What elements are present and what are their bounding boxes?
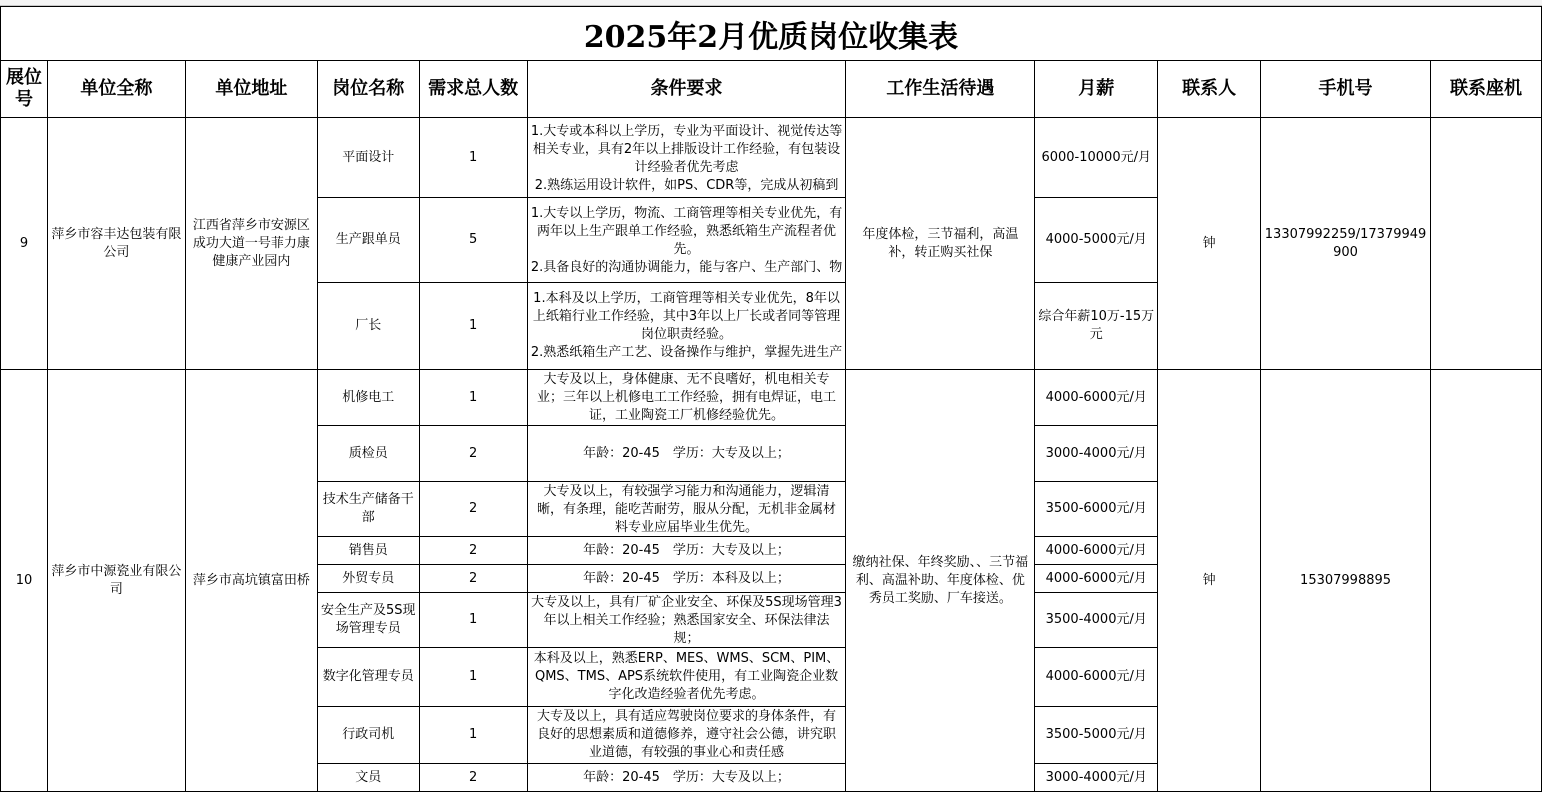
- contact-cell: 钟: [1158, 118, 1261, 370]
- salary-cell: 6000-10000元/月: [1035, 118, 1158, 198]
- phone-cell: 15307998895: [1261, 370, 1431, 792]
- requirements-text: 大专及以上，有较强学习能力和沟通能力，逻辑清晰，有条理，能吃苦耐劳，服从分配，无机非金属材料专业应届毕业生优先。: [537, 484, 837, 535]
- company-name-cell: 萍乡市容丰达包装有限公司: [47, 118, 185, 370]
- count-cell: 2: [419, 565, 527, 593]
- position-cell: 销售员: [317, 537, 419, 565]
- requirements-cell: 年龄：20-45 学历：大专及以上；: [527, 537, 846, 565]
- header-salary: 月薪: [1035, 61, 1158, 118]
- count-cell: 2: [419, 482, 527, 537]
- requirements-cell: [527, 593, 846, 648]
- requirements-cell: [527, 198, 846, 283]
- requirements-text: 大专及以上，具有厂矿企业安全、环保及5S现场管理3年以上相关工作经验；熟悉国家安全、环保法律法规；: [531, 594, 842, 646]
- count-cell: 2: [419, 764, 527, 792]
- salary-cell: 3500-5000元/月: [1035, 707, 1158, 764]
- position-cell: 外贸专员: [317, 565, 419, 593]
- requirements-text: 本科及以上，熟悉ERP、MES、WMS、SCM、PIM、QMS、TMS、APS系统软件使用，有工业陶瓷企业数字化改造经验者优先考虑。: [533, 650, 840, 702]
- requirements-text: 1.大专以上学历，物流、工商管理等相关专业优先，有两年以上生产跟单工作经验，熟悉纸箱生产流程者优先。 2.具备良好的沟通协调能力，能与客户、生产部门、物: [530, 206, 843, 275]
- salary-cell: 4000-6000元/月: [1035, 370, 1158, 426]
- requirements-cell: [527, 707, 846, 764]
- header-company: 单位全称: [47, 61, 185, 118]
- table-row: [1, 370, 1542, 426]
- header-no: 展位号: [1, 61, 48, 118]
- salary-cell: 3000-4000元/月: [1035, 426, 1158, 482]
- sheet-title: 2025年2月优质岗位收集表: [0, 6, 1542, 61]
- salary-cell: 3500-6000元/月: [1035, 482, 1158, 537]
- header-address: 单位地址: [185, 61, 317, 118]
- count-cell: 5: [419, 198, 527, 283]
- salary-cell: 4000-6000元/月: [1035, 565, 1158, 593]
- landline-cell: [1430, 118, 1541, 370]
- position-cell: 数字化管理专员: [317, 648, 419, 707]
- count-cell: 1: [419, 593, 527, 648]
- header-contact: 联系人: [1158, 61, 1261, 118]
- requirements-cell: [527, 370, 846, 426]
- requirements-text: 1.本科及以上学历，工商管理等相关专业优先，8年以上纸箱行业工作经验，其中3年以上厂长或者同等管理岗位职责经验。 2.熟悉纸箱生产工艺、设备操作与维护，掌握先进生产: [530, 291, 843, 360]
- company-address-cell: 萍乡市高坑镇富田桥: [185, 370, 317, 792]
- count-cell: 1: [419, 118, 527, 198]
- count-cell: 1: [419, 707, 527, 764]
- count-cell: 1: [419, 648, 527, 707]
- requirements-cell: [527, 283, 846, 370]
- position-cell: 机修电工: [317, 370, 419, 426]
- header-count: 需求总人数: [419, 61, 527, 118]
- salary-cell: 3000-4000元/月: [1035, 764, 1158, 792]
- position-cell: 技术生产储备干部: [317, 482, 419, 537]
- booth-number-cell: 10: [1, 370, 48, 792]
- company-name-cell: 萍乡市中源瓷业有限公司: [47, 370, 185, 792]
- requirements-cell: 年龄：20-45 学历：大专及以上；: [527, 426, 846, 482]
- requirements-cell: 年龄：20-45 学历：本科及以上；: [527, 565, 846, 593]
- salary-cell: 综合年薪10万-15万元: [1035, 283, 1158, 370]
- landline-cell: [1430, 370, 1541, 792]
- count-cell: 2: [419, 426, 527, 482]
- count-cell: 2: [419, 537, 527, 565]
- requirements-cell: 年龄：20-45 学历：大专及以上；: [527, 764, 846, 792]
- benefits-cell: 年度体检，三节福利，高温补，转正购买社保: [846, 118, 1035, 370]
- job-table: [0, 60, 1542, 792]
- salary-cell: 3500-4000元/月: [1035, 593, 1158, 648]
- position-cell: 文员: [317, 764, 419, 792]
- header-row: [1, 61, 1542, 118]
- header-landline: 联系座机: [1430, 61, 1541, 118]
- position-cell: 安全生产及5S现场管理专员: [317, 593, 419, 648]
- header-requirements: 条件要求: [527, 61, 846, 118]
- company-address-cell: 江西省萍乡市安源区成功大道一号菲力康健康产业园内: [185, 118, 317, 370]
- benefits-cell: 缴纳社保、年终奖励、、三节福利、高温补助、年度体检、优秀员工奖励、厂车接送。: [846, 370, 1035, 792]
- position-cell: 厂长: [317, 283, 419, 370]
- count-cell: 1: [419, 370, 527, 426]
- header-benefits: 工作生活待遇: [846, 61, 1035, 118]
- position-cell: 平面设计: [317, 118, 419, 198]
- salary-cell: 4000-6000元/月: [1035, 537, 1158, 565]
- requirements-cell: [527, 118, 846, 198]
- phone-cell: 13307992259/17379949900: [1261, 118, 1431, 370]
- requirements-text: 1.大专或本科以上学历，专业为平面设计、视觉传达等相关专业，具有2年以上排版设计工作经验，有包装设计经验者优先考虑 2.熟练运用设计软件，如PS、CDR等，完成从初稿到: [530, 124, 843, 192]
- requirements-text: 大专及以上，具有适应驾驶岗位要求的身体条件，有良好的思想素质和道德修养，遵守社会公德，讲究职业道德，有较强的事业心和责任感: [537, 709, 837, 760]
- count-cell: 1: [419, 283, 527, 370]
- position-cell: 生产跟单员: [317, 198, 419, 283]
- salary-cell: 4000-6000元/月: [1035, 648, 1158, 707]
- salary-cell: 4000-5000元/月: [1035, 198, 1158, 283]
- contact-cell: 钟: [1158, 370, 1261, 792]
- header-phone: 手机号: [1261, 61, 1431, 118]
- booth-number-cell: 9: [1, 118, 48, 370]
- requirements-cell: [527, 482, 846, 537]
- requirements-cell: [527, 648, 846, 707]
- header-position: 岗位名称: [317, 61, 419, 118]
- position-cell: 行政司机: [317, 707, 419, 764]
- table-row: [1, 118, 1542, 198]
- position-cell: 质检员: [317, 426, 419, 482]
- requirements-text: 大专及以上，身体健康、无不良嗜好，机电相关专业；三年以上机修电工工作经验，拥有电焊证，电工证，工业陶瓷工厂机修经验优先。: [537, 372, 837, 423]
